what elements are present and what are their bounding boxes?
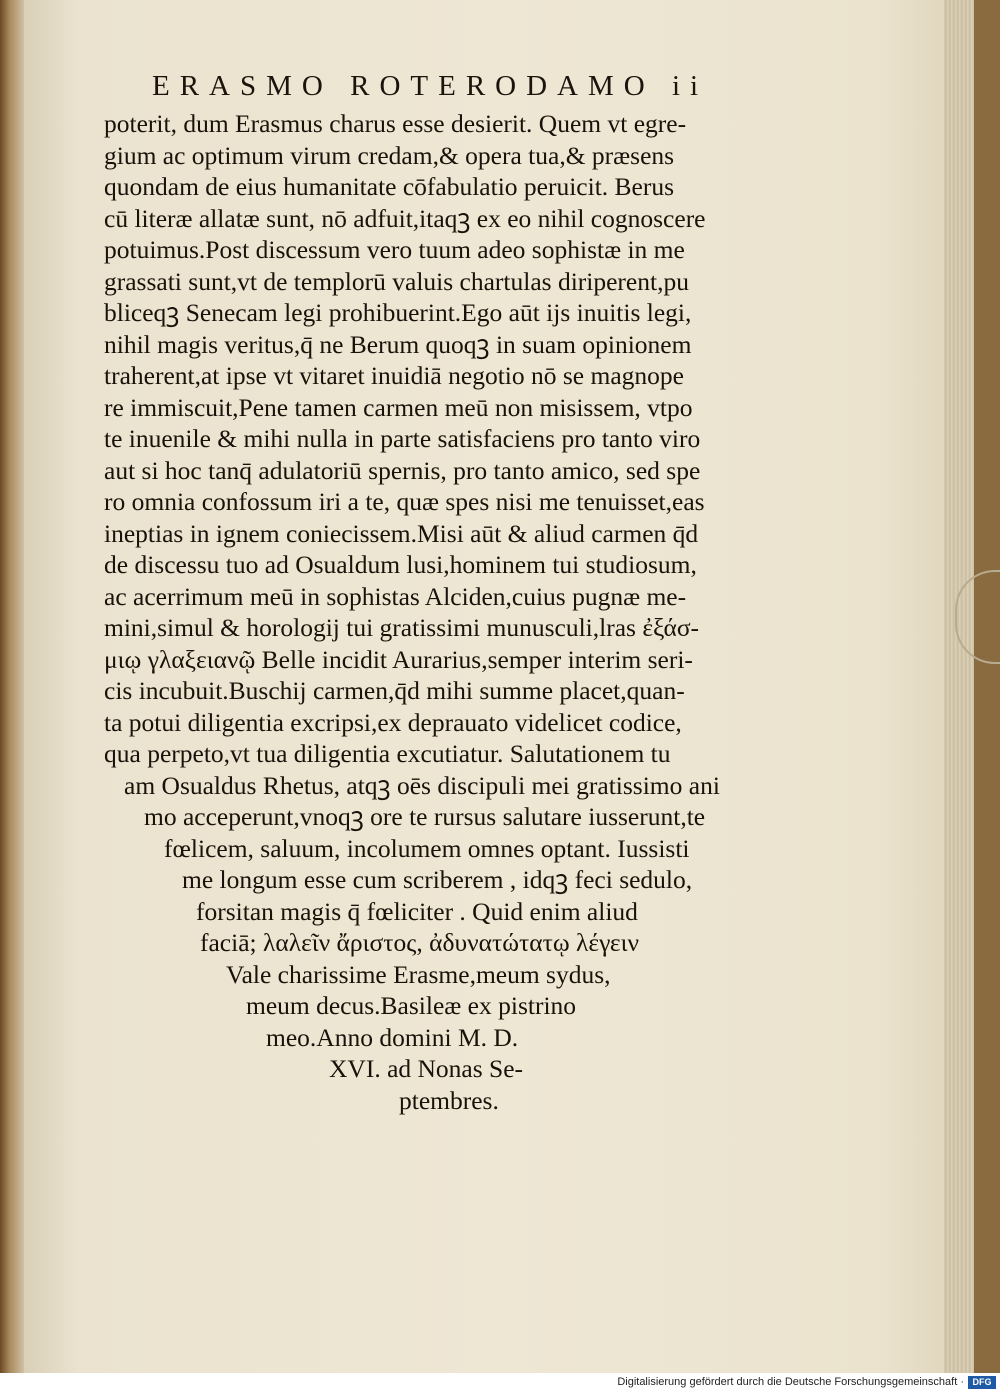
text-line: potuimus.Post discessum vero tuum adeo sophistæ in me [104,235,685,264]
text-line: am Osualdus Rhetus, atqꝫ oēs discipuli mei gratissimo ani [124,770,720,800]
text-line: grassati sunt,vt de templorū valuis chartulas diriperent,pu [104,266,689,296]
text-line: traherent,at ipse vt vitaret inuidiā negotio nō se magnope [104,361,684,390]
running-head: ERASMO ROTERODAMO ii [152,70,709,102]
text-line: ineptias in ignem coniecissem.Misi aūt & aliud carmen q̄d [104,518,699,548]
text-line: nihil magis veritus,q̄ ne Berum quoqꝫ in suam opinionem [104,329,692,359]
text-line: faciā; λαλεῖν ἄριστος, ἀδυνατώτατῳ λέγειν [200,928,640,957]
text-line: mini,simul & horologij tui gratissimi munusculi,lras ἐξάσ- [104,613,700,642]
text-line: quondam de eius humanitate cōfabulatio peruicit. Berus [104,172,675,201]
text-line: forsitan magis q̄ fœliciter . Quid enim aliud [196,896,638,926]
text-line: poterit, dum Erasmus charus esse desierit. Quem vt egre- [104,109,687,138]
text-line: bliceqꝫ Senecam legi prohibuerint.Ego aūt ijs inuitis legi, [104,298,692,327]
text-line: ac acerrimum meū in sophistas Alciden,cuius pugnæ me- [104,581,687,611]
text-line: qua perpeto,vt tua diligentia excutiatur. Salutationem tu [104,739,671,768]
text-line: aut si hoc tanq̄ adulatoriū spernis, pro tanto amico, sed spe [104,455,701,485]
letter-text-block [104,108,804,1116]
dfg-logo: DFG [968,1376,996,1389]
text-line: mo acceperunt,vnoqꝫ ore te rursus salutare iusserunt,te [144,802,706,831]
page-stack-edge [944,0,974,1373]
text-line: μιῳ γλαξειανῷ Belle incidit Aurarius,semper interim seri- [104,644,693,674]
funding-credit: Digitalisierung gefördert durch die Deutsche Forschungsgemeinschaft · [617,1376,964,1388]
binding-gutter [0,0,24,1373]
text-line: ptembres. [399,1085,499,1115]
text-line: XVI. ad Nonas Se- [329,1054,524,1083]
text-line: te inuenile & mihi nulla in parte satisfaciens pro tanto viro [104,424,701,453]
text-line: meum decus.Basileæ ex pistrino [246,991,577,1020]
text-line: Vale charissime Erasme,meum sydus, [226,959,611,989]
text-line: re immiscuit,Pene tamen carmen meū non misissem, vtpo [104,392,693,422]
text-line: cū literæ allatæ sunt, nō adfuit,itaqꝫ ex eo nihil cognoscere [104,203,706,233]
text-line: ro omnia confossum iri a te, quæ spes nisi me tenuisset,eas [104,487,705,516]
digitization-footer [0,1373,1000,1393]
text-line: gium ac optimum virum credam,& opera tua,& præsens [104,140,675,170]
text-line: me longum esse cum scriberem , idqꝫ feci sedulo, [182,865,693,894]
book-page [22,0,974,1373]
text-line: meo.Anno domini M. D. [266,1022,519,1052]
text-line: fœlicem, saluum, incolumem omnes optant. Iussisti [164,833,690,863]
text-line: de discessu tuo ad Osualdum lusi,hominem tui studiosum, [104,550,697,579]
text-line: ta potui diligentia excripsi,ex deprauato videlicet codice, [104,707,682,737]
text-line: cis incubuit.Buschij carmen,q̄d mihi summe placet,quan- [104,676,685,705]
